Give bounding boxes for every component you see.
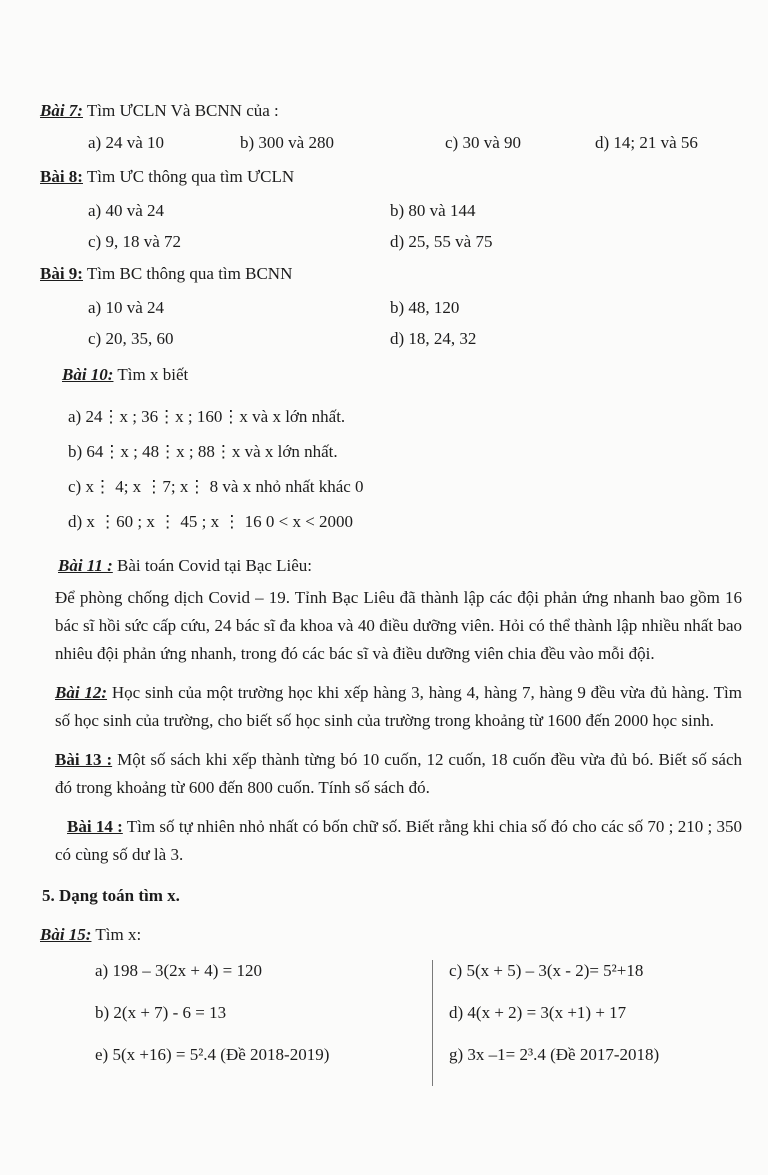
exercise-12-label: Bài 12: (55, 683, 108, 702)
option-b: b) 80 và 144 (390, 201, 476, 220)
item-a: a) 24⋮x ; 36⋮x ; 160⋮x và x lớn nhất. (68, 407, 346, 426)
exercise-13-paragraph (55, 746, 742, 802)
exercise-10-title: Tìm x biết (113, 365, 189, 384)
option-a: a) 24 và 10 (88, 133, 165, 152)
exercise-11-title: Bài toán Covid tại Bạc Liêu: (112, 556, 313, 575)
exercise-11-body: Để phòng chống dịch Covid – 19. Tỉnh Bạc Liêu đã thành lập các đội phản ứng nhanh bao gồm 16 bác sĩ hồi sức cấp cứu, 24 bác sĩ đa khoa và 40 điều dưỡng viên. Hỏi có thể thành lập nhiều nhất bao nhiêu đội phản ứng nhanh, trong đó các bác sĩ và điều dưỡng viên chia đều vào mỗi đội. (55, 588, 742, 663)
option-a: a) 10 và 24 (88, 298, 165, 317)
exercise-10-items (68, 399, 742, 539)
exercise-7-title: Tìm ƯCLN Và BCNN của : (82, 101, 279, 120)
exercise-9-heading (40, 263, 742, 285)
exercise-11-label: Bài 11 : (58, 556, 113, 575)
exercise-15-title: Tìm x: (91, 925, 142, 944)
equation-c: c) 5(x + 5) – 3(x - 2)= 5²+18 (449, 961, 644, 980)
option-c: c) 30 và 90 (445, 133, 522, 152)
exercise-9-title: Tìm BC thông qua tìm BCNN (82, 264, 293, 283)
exercise-15-label: Bài 15: (40, 925, 92, 944)
exercise-15-heading (40, 923, 742, 947)
equation-a: a) 198 – 3(2x + 4) = 120 (95, 961, 262, 980)
exercise-10-label: Bài 10: (62, 365, 114, 384)
exercise-13-body: Một số sách khi xếp thành từng bó 10 cuốn, 12 cuốn, 18 cuốn đều vừa đủ bó. Biết số sách đó trong khoảng từ 600 đến 800 cuốn. Tính số sách đó. (55, 750, 742, 797)
exercise-15-columns (95, 960, 742, 1086)
exercise-8-heading (40, 166, 742, 188)
exercise-8-title: Tìm ƯC thông qua tìm ƯCLN (82, 167, 295, 186)
option-a: a) 40 và 24 (88, 201, 165, 220)
exercise-12-body: Học sinh của một trường học khi xếp hàng 3, hàng 4, hàng 7, hàng 9 đều vừa đủ hàng. Tìm số học sinh của trường, cho biết số học sinh của trường trong khoảng từ 1600 đến 2000 học sinh. (55, 683, 742, 730)
option-b: b) 300 và 280 (240, 133, 334, 152)
option-b: b) 48, 120 (390, 298, 460, 317)
exercise-8-label: Bài 8: (40, 167, 83, 186)
equation-d: d) 4(x + 2) = 3(x +1) + 17 (449, 1003, 627, 1022)
exercise-8-options (88, 195, 742, 257)
section-5-heading: 5. Dạng toán tìm x. (42, 886, 180, 905)
item-d: d) x ⋮60 ; x ⋮ 45 ; x ⋮ 16 0 < x < 2000 (68, 512, 354, 531)
exercise-9-label: Bài 9: (40, 264, 83, 283)
equation-e: e) 5(x +16) = 5².4 (Đề 2018-2019) (95, 1045, 330, 1064)
exercise-14-paragraph (55, 813, 742, 869)
item-c: c) x⋮ 4; x ⋮7; x⋮ 8 và x nhỏ nhất khác 0 (68, 477, 364, 496)
option-d: d) 25, 55 và 75 (390, 232, 493, 251)
option-c: c) 9, 18 và 72 (88, 232, 182, 251)
item-b: b) 64⋮x ; 48⋮x ; 88⋮x và x lớn nhất. (68, 442, 338, 461)
exercise-7-label: Bài 7: (40, 101, 83, 120)
exercise-7-heading (40, 100, 742, 122)
exercise-12-paragraph (55, 679, 742, 735)
exercise-11-heading (58, 555, 742, 577)
option-d: d) 18, 24, 32 (390, 329, 477, 348)
exercise-9-options (88, 292, 742, 354)
exercise-13-label: Bài 13 : (55, 750, 113, 769)
equations-right-column (432, 960, 742, 1086)
exercise-7-options (88, 133, 742, 153)
exercise-10-heading (62, 364, 742, 386)
equations-left-column (95, 960, 432, 1086)
equation-g: g) 3x –1= 2³.4 (Đề 2017-2018) (449, 1045, 660, 1064)
exercise-14-body: Tìm số tự nhiên nhỏ nhất có bốn chữ số. Biết rằng khi chia số đó cho các số 70 ; 210 ; 350 có cùng số dư là 3. (55, 817, 742, 864)
equation-b: b) 2(x + 7) - 6 = 13 (95, 1003, 227, 1022)
option-c: c) 20, 35, 60 (88, 329, 174, 348)
exercise-14-label: Bài 14 : (67, 817, 123, 836)
option-d: d) 14; 21 và 56 (595, 133, 698, 152)
